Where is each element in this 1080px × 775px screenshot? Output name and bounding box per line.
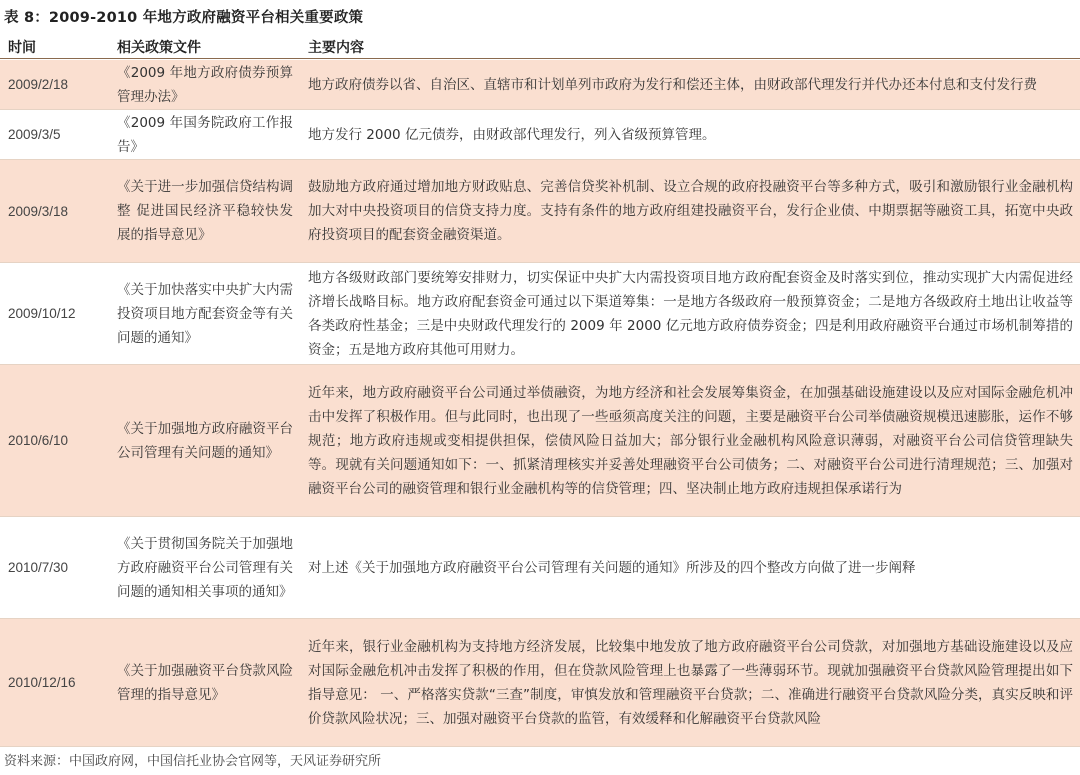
row-date: 2010/7/30 [8,560,69,575]
header-policy-document: 相关政策文件 [117,40,201,56]
row-policy-document: 《关于加快落实中央扩大内需投资项目地方配套资金等有关问题的通知》 [117,281,293,346]
table-row [0,160,1080,263]
row-content: 近年来，银行业金融机构为支持地方经济发展，比较集中地发放了地方政府融资平台公司贷款，对加强地方基础设施建设以及应对国际金融危机冲击发挥了积极的作用，但在贷款风险管理上也暴露了一些薄弱环节。现就加强融资平台贷款风险管理提出如下指导意见： 一、严格落实贷款“三查”制度，审慎发放和管理融资平台贷款；二、准确进行融资平台贷款风险分类，真实反映和评价贷款风险状况；三、加强对融资平台贷款的监管，有效缓释和化解融资平台贷款风险 [308,638,1073,727]
header-date: 时间 [8,40,36,56]
table-row [0,60,1080,110]
row-policy-document: 《关于加强融资平台贷款风险管理的指导意见》 [117,662,293,703]
row-policy-document: 《关于加强地方政府融资平台公司管理有关问题的通知》 [117,420,293,461]
source-note: 资料来源：中国政府网，中国信托业协会官网等，天风证券研究所 [4,754,382,769]
table-header [0,33,1080,59]
row-content: 近年来，地方政府融资平台公司通过举债融资，为地方经济和社会发展筹集资金，在加强基础设施建设以及应对国际金融危机冲击中发挥了积极作用。但与此同时，也出现了一些亟须高度关注的问题，主要是融资平台公司举债融资规模迅速膨胀，运作不够规范；地方政府违规或变相提供担保，偿债风险日益加大；部分银行业金融机构风险意识薄弱，对融资平台公司信贷管理缺失等。现就有关问题通知如下：一、抓紧清理核实并妥善处理融资平台公司债务；二、对融资平台公司进行清理规范；三、加强对融资平台公司的融资管理和银行业金融机构等的信贷管理；四、坚决制止地方政府违规担保承诺行为 [308,384,1073,497]
table-row [0,517,1080,619]
row-date: 2010/12/16 [8,675,76,690]
row-content: 地方政府债券以省、自治区、直辖市和计划单列市政府为发行和偿还主体，由财政部代理发行并代办还本付息和支付发行费 [308,76,1037,93]
row-policy-document: 《2009 年国务院政府工作报告》 [117,114,293,155]
row-policy-document: 《关于贯彻国务院关于加强地方政府融资平台公司管理有关问题的通知相关事项的通知》 [117,535,293,600]
row-content: 地方发行 2000 亿元债券，由财政部代理发行，列入省级预算管理。 [308,126,716,143]
table-row [0,365,1080,517]
row-content: 鼓励地方政府通过增加地方财政贴息、完善信贷奖补机制、设立合规的政府投融资平台等多种方式，吸引和激励银行业金融机构加大对中央投资项目的信贷支持力度。支持有条件的地方政府组建投融资平台，发行企业债、中期票据等融资工具，拓宽中央政府投资项目的配套资金融资渠道。 [308,179,1073,243]
table-row [0,110,1080,160]
header-main-content: 主要内容 [308,40,364,56]
table-row [0,263,1080,365]
row-policy-document: 《关于进一步加强信贷结构调整 促进国民经济平稳较快发展的指导意见》 [117,179,293,243]
row-date: 2009/3/5 [8,127,61,142]
row-date: 2009/10/12 [8,306,76,321]
table-title: 表 8：2009-2010 年地方政府融资平台相关重要政策 [4,10,364,26]
row-date: 2010/6/10 [8,433,69,448]
row-content: 对上述《关于加强地方政府融资平台公司管理有关问题的通知》所涉及的四个整改方向做了进一步阐释 [308,559,916,576]
row-date: 2009/3/18 [8,203,69,219]
row-content: 地方各级财政部门要统筹安排财力，切实保证中央扩大内需投资项目地方政府配套资金及时落实到位，推动实现扩大内需促进经济增长战略目标。地方政府配套资金可通过以下渠道筹集：一是地方各级政府一般预算资金；二是地方各级政府土地出让收益等各类政府性基金；三是中央财政代理发行的 2009 年 2000 亿元地方政府债券资金；四是利用政府融资平台通过市场机制筹措的资金；五是地方政府其他可用财力。 [308,269,1073,358]
row-policy-document: 《2009 年地方政府债券预算管理办法》 [117,64,293,105]
row-date: 2009/2/18 [8,77,69,92]
table-row [0,619,1080,747]
